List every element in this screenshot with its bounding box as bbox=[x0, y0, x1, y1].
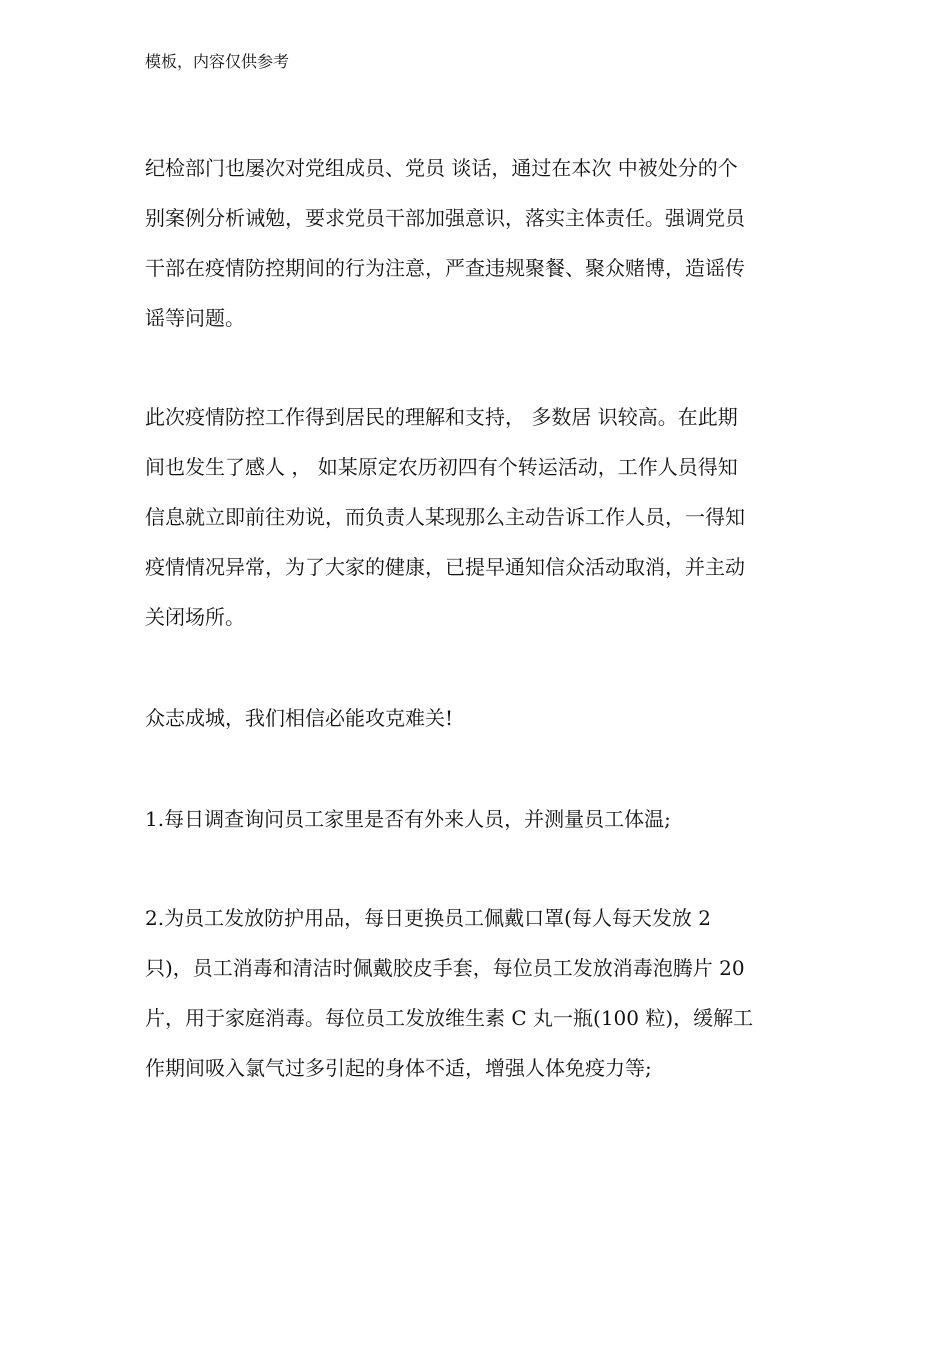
paragraph-line: 间也发生了感人 ， 如某原定农历初四有个转运活动，工作人员得知 bbox=[145, 455, 738, 479]
paragraph-line: 2.为员工发放防护用品，每日更换员工佩戴口罩(每人每天发放 2 bbox=[145, 906, 711, 930]
paragraph-line: 此次疫情防控工作得到居民的理解和支持， 多数居 识较高。在此期 bbox=[145, 405, 738, 429]
paragraph-discipline-talks bbox=[145, 153, 817, 353]
paragraph-slogan bbox=[145, 703, 817, 753]
paragraph-line: 片，用于家庭消毒。每位员工发放维生素 C 丸一瓶(100 粒)，缓解工 bbox=[145, 1006, 754, 1030]
paragraph-line: 谣等问题。 bbox=[145, 306, 245, 330]
paragraph-line: 信息就立即前往劝说，而负责人某现那么主动告诉工作人员，一得知 bbox=[145, 505, 745, 529]
paragraph-line: 只)，员工消毒和清洁时佩戴胶皮手套，每位员工发放消毒泡腾片 20 bbox=[145, 956, 745, 980]
document-header: 模板，内容仅供参考 bbox=[145, 52, 290, 71]
paragraph-line: 别案例分析诫勉，要求党员干部加强意识，落实主体责任。强调党员 bbox=[145, 206, 745, 230]
list-item-1 bbox=[145, 804, 817, 854]
paragraph-line: 众志成城，我们相信必能攻克难关! bbox=[145, 706, 454, 730]
paragraph-line: 关闭场所。 bbox=[145, 605, 245, 629]
paragraph-line: 1.每日调查询问员工家里是否有外来人员，并测量员工体温; bbox=[145, 807, 671, 831]
paragraph-resident-support bbox=[145, 402, 817, 652]
paragraph-line: 纪检部门也屡次对党组成员、党员 谈话，通过在本次 中被处分的个 bbox=[145, 156, 738, 180]
list-item-2 bbox=[145, 903, 817, 1103]
paragraph-line: 作期间吸入氯气过多引起的身体不适，增强人体免疫力等; bbox=[145, 1056, 652, 1080]
paragraph-line: 疫情情况异常，为了大家的健康，已提早通知信众活动取消，并主动 bbox=[145, 555, 745, 579]
paragraph-line: 干部在疫情防控期间的行为注意，严查违规聚餐、聚众赌博，造谣传 bbox=[145, 256, 745, 280]
